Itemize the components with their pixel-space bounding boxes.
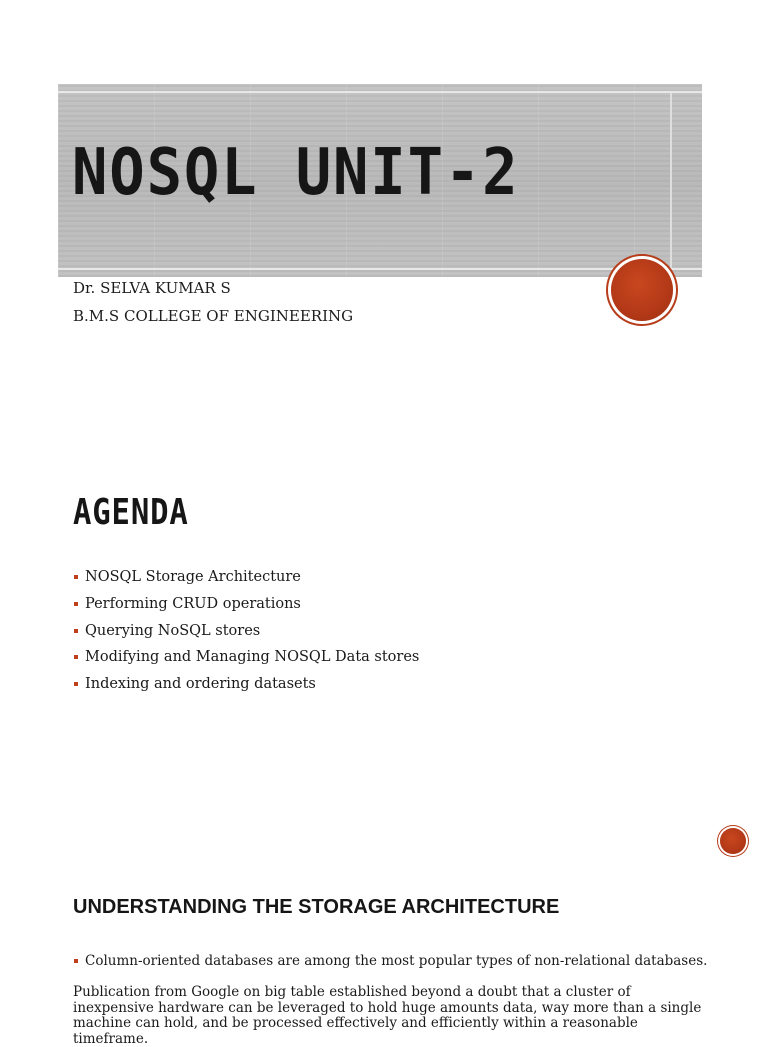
agenda-list xyxy=(73,564,419,698)
list-item: Performing CRUD operations xyxy=(73,591,419,618)
list-item: NOSQL Storage Architecture xyxy=(73,564,419,591)
author-name: Dr. SELVA KUMAR S xyxy=(73,279,231,297)
body-paragraph: Publication from Google on big table established beyond a doubt that a cluster of inexpensive hardware can be leveraged to hold huge amounts data, way more than a single machine can hold, and be processed effectively and efficiently within a reasonable timeframe. xyxy=(73,984,702,1047)
band-edge-rule xyxy=(670,93,672,268)
section-heading: UNDERSTANDING THE STORAGE ARCHITECTURE xyxy=(73,896,560,918)
list-item: Modifying and Managing NOSQL Data stores xyxy=(73,644,419,671)
decorative-circle-small xyxy=(720,828,746,854)
list-item: Querying NoSQL stores xyxy=(73,618,419,645)
band-bottom-rule xyxy=(58,268,702,270)
agenda-title: AGENDA xyxy=(73,492,189,533)
title-band xyxy=(58,84,702,277)
band-top-rule xyxy=(58,91,702,93)
list-item: Indexing and ordering datasets xyxy=(73,671,419,698)
institution-name: B.M.S COLLEGE OF ENGINEERING xyxy=(73,307,354,325)
list-item: Column-oriented databases are among the most popular types of non-relational databases. xyxy=(73,948,707,975)
decorative-circle xyxy=(611,259,673,321)
slide-title: NOSQL UNIT-2 xyxy=(72,136,520,210)
storage-bullets xyxy=(73,948,707,975)
